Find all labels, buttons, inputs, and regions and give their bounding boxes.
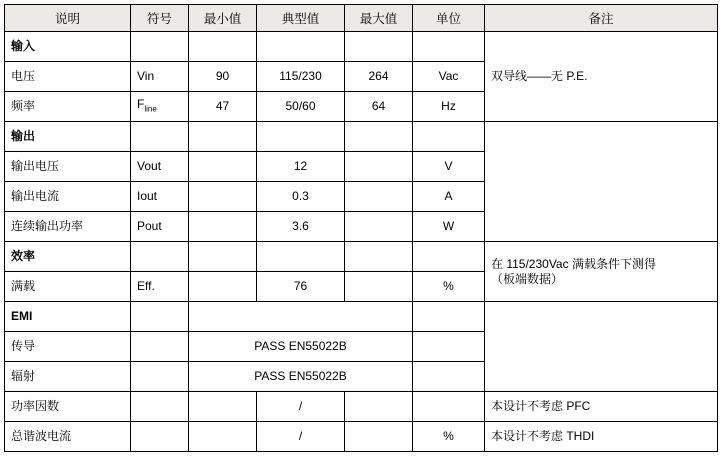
- cell-note-output-empty: [485, 122, 718, 242]
- cell-text: %: [443, 278, 454, 293]
- cell-note: [485, 392, 718, 422]
- cell-text: A: [444, 188, 453, 203]
- cell-unit-empty: [413, 332, 485, 362]
- cell-text: 输出电流: [11, 188, 60, 203]
- cell-max: [345, 182, 413, 212]
- cell-text: /: [298, 428, 303, 443]
- column-header-symbol: 符号: [131, 5, 189, 32]
- cell-symbol-empty: [131, 242, 189, 272]
- column-header-min: 最小值: [189, 5, 257, 32]
- cell-unit: [413, 62, 485, 92]
- cell-typ: [257, 272, 345, 302]
- cell-text: 总谐波电流: [11, 428, 72, 443]
- cell-unit-empty: [413, 32, 485, 62]
- cell-min-empty: [189, 32, 257, 62]
- cell-text: Eff.: [137, 278, 155, 293]
- symbol-base: F: [137, 97, 145, 112]
- cell-symbol-empty: [131, 332, 189, 362]
- cell-text: 90: [215, 68, 230, 83]
- cell-symbol-empty: [131, 302, 189, 332]
- table-row: [5, 242, 718, 272]
- cell-text: 双导线——无 P.E.: [491, 68, 588, 83]
- symbol-subscript: line: [144, 104, 157, 114]
- cell-typ-empty: [257, 122, 345, 152]
- cell-note-input: [485, 32, 718, 122]
- table-row: [5, 302, 718, 332]
- column-header-max: 最大值: [345, 5, 413, 32]
- cell-typ: [257, 62, 345, 92]
- column-header-description: 说明: [5, 5, 131, 32]
- table-header: [5, 5, 718, 32]
- cell-text: 76: [293, 278, 308, 293]
- cell-typ: [257, 212, 345, 242]
- cell-text: 47: [215, 98, 230, 113]
- cell-text: 输入: [11, 38, 36, 53]
- cell-min-empty: [189, 422, 257, 452]
- cell-text: PASS EN55022B: [254, 338, 347, 353]
- cell-min-empty: [189, 242, 257, 272]
- note-line-1: 在 115/230Vac 满载条件下测得: [491, 256, 656, 271]
- table-row: [5, 422, 718, 452]
- cell-typ: [257, 92, 345, 122]
- cell-text: 0.3: [292, 188, 309, 203]
- cell-text: 50/60: [285, 98, 316, 113]
- cell-symbol: [131, 62, 189, 92]
- cell-description: [5, 272, 131, 302]
- cell-symbol: [131, 272, 189, 302]
- cell-min: [189, 152, 257, 182]
- cell-text: 传导: [11, 338, 36, 353]
- cell-text: Iout: [137, 188, 158, 203]
- cell-max-empty: [345, 422, 413, 452]
- cell-note-emi-empty: [485, 302, 718, 392]
- cell-text: Hz: [441, 98, 456, 113]
- cell-span-value: [189, 332, 413, 362]
- cell-symbol-empty: [131, 32, 189, 62]
- cell-note: [485, 422, 718, 452]
- cell-description: [5, 362, 131, 392]
- cell-text: 64: [371, 98, 386, 113]
- cell-span-empty: [189, 302, 413, 332]
- cell-text: 264: [368, 68, 389, 83]
- cell-text: %: [443, 428, 454, 443]
- cell-min: [189, 212, 257, 242]
- cell-typ-empty: [257, 32, 345, 62]
- cell-text: V: [444, 158, 453, 173]
- cell-unit: [413, 272, 485, 302]
- cell-text: 12: [293, 158, 308, 173]
- table-header-row: [5, 5, 718, 32]
- cell-description: [5, 392, 131, 422]
- cell-symbol: [131, 212, 189, 242]
- cell-text: 115/230: [279, 68, 322, 83]
- cell-symbol-empty: [131, 392, 189, 422]
- cell-note-efficiency: [485, 242, 718, 302]
- table-row: [5, 32, 718, 62]
- cell-symbol-empty: [131, 362, 189, 392]
- cell-description: [5, 62, 131, 92]
- cell-description: [5, 422, 131, 452]
- cell-text: /: [298, 398, 303, 413]
- cell-min-empty: [189, 392, 257, 422]
- cell-text: 电压: [11, 68, 36, 83]
- cell-min: [189, 92, 257, 122]
- cell-text: 3.6: [292, 218, 309, 233]
- cell-typ: [257, 422, 345, 452]
- cell-text: EMI: [11, 308, 33, 323]
- cell-text: 效率: [11, 248, 36, 263]
- cell-text: 连续输出功率: [11, 218, 84, 233]
- cell-symbol-empty: [131, 422, 189, 452]
- cell-min: [189, 182, 257, 212]
- cell-text: 满载: [11, 278, 36, 293]
- cell-unit: [413, 92, 485, 122]
- table-body: [5, 32, 718, 452]
- cell-description: [5, 332, 131, 362]
- specification-table: [4, 4, 718, 452]
- cell-unit-empty: [413, 242, 485, 272]
- cell-min: [189, 62, 257, 92]
- section-label-efficiency: [5, 242, 131, 272]
- cell-symbol: [131, 92, 189, 122]
- cell-unit: [413, 422, 485, 452]
- column-header-unit: 单位: [413, 5, 485, 32]
- cell-max-empty: [345, 392, 413, 422]
- cell-unit: [413, 152, 485, 182]
- cell-symbol-empty: [131, 122, 189, 152]
- section-label-input: [5, 32, 131, 62]
- cell-max: [345, 92, 413, 122]
- cell-description: [5, 212, 131, 242]
- cell-max-empty: [345, 122, 413, 152]
- cell-min: [189, 272, 257, 302]
- cell-unit-empty: [413, 362, 485, 392]
- cell-min-empty: [189, 122, 257, 152]
- cell-max: [345, 212, 413, 242]
- section-label-output: [5, 122, 131, 152]
- cell-description: [5, 182, 131, 212]
- cell-max: [345, 272, 413, 302]
- note-line-2: （板端数据）: [491, 271, 564, 286]
- cell-description: [5, 152, 131, 182]
- cell-unit-empty: [413, 392, 485, 422]
- cell-text: 输出电压: [11, 158, 60, 173]
- cell-unit-empty: [413, 122, 485, 152]
- column-header-typ: 典型值: [257, 5, 345, 32]
- table-row: [5, 392, 718, 422]
- cell-text: 本设计不考虑 THDI: [491, 428, 595, 443]
- column-header-note: 备注: [485, 5, 718, 32]
- cell-typ: [257, 182, 345, 212]
- table-row: [5, 122, 718, 152]
- cell-max-empty: [345, 32, 413, 62]
- cell-text: Vin: [137, 68, 155, 83]
- cell-symbol: [131, 152, 189, 182]
- cell-text: 本设计不考虑 PFC: [491, 398, 591, 413]
- cell-typ-empty: [257, 242, 345, 272]
- cell-max-empty: [345, 242, 413, 272]
- cell-description: [5, 92, 131, 122]
- cell-typ: [257, 392, 345, 422]
- cell-unit: [413, 182, 485, 212]
- cell-max: [345, 62, 413, 92]
- cell-text: Vout: [137, 158, 162, 173]
- cell-max: [345, 152, 413, 182]
- cell-text: 功率因数: [11, 398, 60, 413]
- cell-text: 输出: [11, 128, 36, 143]
- cell-unit-empty: [413, 302, 485, 332]
- cell-text: Vac: [438, 68, 459, 83]
- cell-symbol: [131, 182, 189, 212]
- cell-span-value: [189, 362, 413, 392]
- cell-text-group: [131, 98, 188, 114]
- cell-text: W: [442, 218, 455, 233]
- cell-text: PASS EN55022B: [254, 368, 347, 383]
- section-label-emi: [5, 302, 131, 332]
- cell-text: 频率: [11, 98, 36, 113]
- cell-typ: [257, 152, 345, 182]
- cell-text: 辐射: [11, 368, 36, 383]
- cell-text: Pout: [137, 218, 162, 233]
- cell-unit: [413, 212, 485, 242]
